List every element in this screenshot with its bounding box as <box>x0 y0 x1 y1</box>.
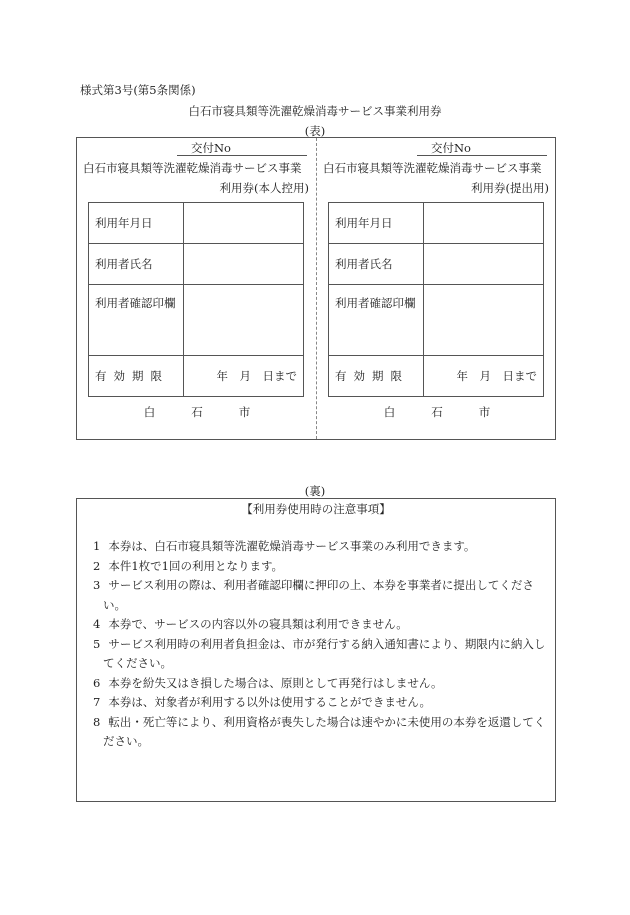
note-number: 4 <box>93 617 101 631</box>
table-row <box>329 285 544 356</box>
city-name: 白石市 <box>383 405 527 419</box>
stub-heading-line2: 利用券(本人控用) <box>219 181 309 195</box>
note-number: 1 <box>93 539 101 553</box>
notes-box <box>76 498 556 802</box>
table-row <box>89 203 304 244</box>
valid-period-field[interactable]: 年 月 日まで <box>184 356 304 397</box>
ticket-stub-submission <box>317 137 557 440</box>
ticket-stub-personal <box>77 137 317 440</box>
ticket-table <box>328 202 544 397</box>
notes-heading: 【利用券使用時の注意事項】 <box>241 502 391 516</box>
note-number: 5 <box>93 636 101 651</box>
issue-number-field[interactable]: 交付No <box>417 141 547 156</box>
stub-heading-line1: 白石市寝具類等洗濯乾燥消毒サービス事業 <box>83 161 302 175</box>
user-name-field[interactable] <box>184 244 304 285</box>
city-name: 白石市 <box>143 405 287 419</box>
back-label: (裏) <box>304 484 326 498</box>
seal-field[interactable] <box>424 285 544 356</box>
valid-period-label: 有効期限 <box>329 356 424 397</box>
note-number: 3 <box>93 578 101 592</box>
user-name-field[interactable] <box>424 244 544 285</box>
note-text: 本券は、対象者が利用する以外は使用することができません。 <box>108 695 432 709</box>
use-date-field[interactable] <box>424 203 544 244</box>
list-item <box>85 576 555 615</box>
notes-list <box>85 537 555 752</box>
form-number: 様式第3号(第5条関係) <box>80 83 196 97</box>
list-item <box>85 713 555 752</box>
table-row <box>89 285 304 356</box>
table-row <box>89 356 304 397</box>
stub-heading-line1: 白石市寝具類等洗濯乾燥消毒サービス事業 <box>323 161 542 175</box>
note-number: 2 <box>93 558 101 573</box>
valid-period-label: 有効期限 <box>89 356 184 397</box>
list-item <box>85 615 555 635</box>
seal-label: 利用者確認印欄 <box>89 285 184 356</box>
list-item <box>85 635 555 674</box>
note-text: 転出・死亡等により、利用資格が喪失した場合は速やかに未使用の本券を返還してください。 <box>103 714 546 748</box>
note-text: 本券で、サービスの内容以外の寝具類は利用できません。 <box>108 617 408 631</box>
valid-period-field[interactable]: 年 月 日まで <box>424 356 544 397</box>
note-text: サービス利用の際は、利用者確認印欄に押印の上、本券を事業者に提出してください。 <box>103 578 534 612</box>
table-row <box>329 244 544 285</box>
list-item <box>85 693 555 713</box>
note-text: 本券は、白石市寝具類等洗濯乾燥消毒サービス事業のみ利用できます。 <box>108 539 476 553</box>
note-text: サービス利用時の利用者負担金は、市が発行する納入通知書により、期限内に納入してください。 <box>103 636 546 670</box>
document-title: 白石市寝具類等洗濯乾燥消毒サービス事業利用券 <box>188 104 442 118</box>
stub-heading-line2: 利用券(提出用) <box>471 181 549 195</box>
use-date-field[interactable] <box>184 203 304 244</box>
front-label: (表) <box>304 124 326 138</box>
note-number: 7 <box>93 695 101 709</box>
list-item <box>85 557 555 577</box>
issue-number-field[interactable]: 交付No <box>177 141 307 156</box>
list-item <box>85 537 555 557</box>
use-date-label: 利用年月日 <box>89 203 184 244</box>
seal-label: 利用者確認印欄 <box>329 285 424 356</box>
seal-field[interactable] <box>184 285 304 356</box>
table-row <box>329 203 544 244</box>
user-name-label: 利用者氏名 <box>89 244 184 285</box>
list-item <box>85 674 555 694</box>
user-name-label: 利用者氏名 <box>329 244 424 285</box>
note-number: 8 <box>93 714 101 729</box>
note-text: 本券を紛失又はき損した場合は、原則として再発行はしません。 <box>108 675 443 690</box>
use-date-label: 利用年月日 <box>329 203 424 244</box>
table-row <box>89 244 304 285</box>
ticket-table <box>88 202 304 397</box>
note-text: 本件1枚で1回の利用となります。 <box>108 558 284 573</box>
table-row <box>329 356 544 397</box>
note-number: 6 <box>93 675 101 690</box>
